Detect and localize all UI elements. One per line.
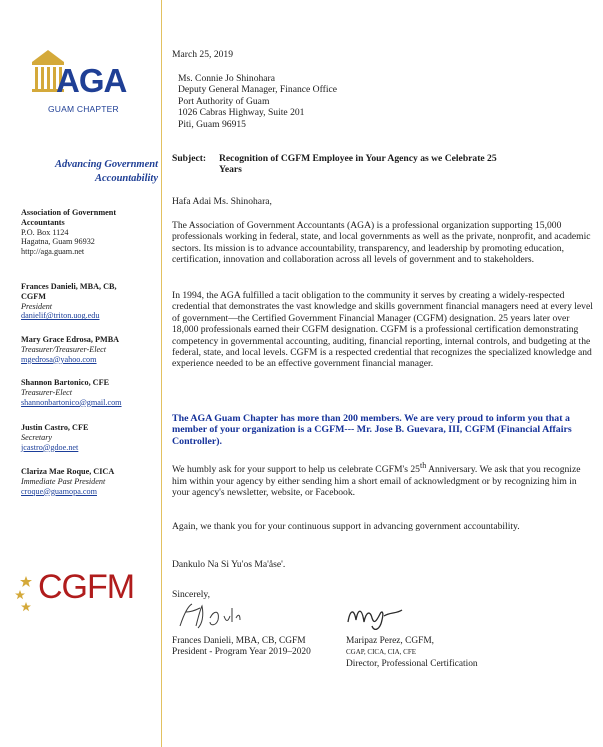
recipient-line: 1026 Cabras Highway, Suite 201: [178, 107, 305, 119]
paragraph-4-pre: We humbly ask for your support to help us celebrate CGFM's 25: [172, 464, 420, 476]
subject-text: Recognition of CGFM Employee in Your Agency as we Celebrate 25 Years: [219, 153, 497, 176]
closing: Sincerely,: [172, 589, 211, 600]
paragraph-1: The Association of Government Accountants (AGA) is a professional organization supporting 15,000 professionals working in federal, state, and local governments as well as the private, nonprofit, and academic sectors. Its mission is to advance accountability, transparency, and leadership by promoting education, certification, innovation and collaboration across all levels of government and to stakeholders.: [172, 220, 591, 266]
sidebar-divider: [161, 0, 162, 747]
signature-danieli-icon: [174, 596, 344, 636]
signer-2-name: Maripaz Perez, CGFM,: [346, 636, 435, 646]
signer-2: [346, 636, 478, 670]
recipient-line: Deputy General Manager, Finance Office: [178, 84, 337, 96]
signer-2-name-line: [346, 636, 478, 659]
recipient-line: Ms. Connie Jo Shinohara: [178, 73, 276, 84]
org-name-line1: Association of Government: [21, 208, 117, 217]
signer-1-name: Frances Danieli, MBA, CB, CGFM: [172, 636, 306, 646]
officer-title: Secretary: [21, 432, 53, 442]
org-website[interactable]: http://aga.guam.net: [21, 247, 85, 257]
officer-treasurer-elect: [21, 378, 159, 407]
recipient-address: [178, 73, 602, 130]
officer-past-president: [21, 467, 159, 496]
officer-treasurer: [21, 335, 159, 364]
officer-title: Treasurer-Elect: [21, 387, 73, 397]
signer-1: [172, 636, 311, 659]
officer-name: Frances Danieli, MBA, CB,: [21, 282, 117, 291]
subject-label: Subject:: [172, 153, 207, 164]
subject-line: [172, 153, 596, 176]
officer-email[interactable]: danielif@triton.uog.edu: [21, 311, 100, 321]
officer-email[interactable]: mgedrosa@yahoo.com: [21, 354, 97, 364]
motto-line2: Accountability: [95, 173, 158, 184]
signer-2-title: Director, Professional Certification: [346, 658, 478, 669]
org-address1: P.O. Box 1124: [21, 227, 69, 237]
paragraph-6: Dankulo Na Si Yu'os Ma'åse'.: [172, 559, 286, 570]
greeting: Hafa Adai Ms. Shinohara,: [172, 196, 272, 207]
paragraph-4: [172, 460, 596, 498]
officer-name: Clariza Mae Roque, CICA: [21, 467, 115, 476]
letterhead-sidebar: [0, 0, 162, 747]
signer-1-title: President - Program Year 2019–2020: [172, 647, 311, 658]
aga-logo-subtitle: GUAM CHAPTER: [48, 104, 119, 114]
recipient-line: Piti, Guam 96915: [178, 118, 246, 130]
aga-logo-text: AGA: [56, 62, 127, 99]
motto-line1: Advancing Government: [55, 159, 158, 170]
org-address2: Hagatna, Guam 96932: [21, 237, 95, 247]
paragraph-4-sup: th: [419, 461, 427, 470]
paragraph-4-post: Anniversary. We ask that you recognize him within your agency by either sending him a short email of acknowledgment or by recognizing him in your agency's newsletter, website, or Facebook.: [172, 464, 581, 498]
paragraph-3-highlight: The AGA Guam Chapter has more than 200 members. We are very proud to inform you that a member of your organization is a CGFM--- Mr. Jose B. Guevara, III, CGFM (Financial Affairs Controller).: [172, 413, 572, 447]
officer-name: Justin Castro, CFE: [21, 423, 89, 432]
recipient-line: Port Authority of Guam: [178, 95, 270, 107]
officer-name: Mary Grace Edrosa, PMBA: [21, 335, 120, 344]
officer-name-cont: CGFM: [21, 291, 47, 301]
letter-date: March 25, 2019: [172, 49, 234, 60]
signature-perez-icon: [344, 596, 424, 636]
org-name-line2: Accountants: [21, 217, 65, 227]
officer-email[interactable]: jcastro@gdoe.net: [21, 442, 79, 452]
officer-title: Treasurer/Treasurer-Elect: [21, 344, 107, 354]
officer-name: Shannon Bartonico, CFE: [21, 378, 110, 387]
cgfm-logo-text: CGFM: [38, 568, 135, 606]
signer-2-creds: CGAP, CICA, CIA, CFE: [346, 648, 417, 657]
chapter-motto: [18, 158, 158, 186]
officer-president: [21, 282, 159, 321]
officer-email[interactable]: shannonbartonico@gmail.com: [21, 397, 122, 407]
officer-secretary: [21, 423, 159, 452]
officer-title: President: [21, 301, 53, 311]
org-address-block: [21, 208, 159, 257]
officer-email[interactable]: croque@guamopa.com: [21, 486, 97, 496]
paragraph-5: Again, we thank you for your continuous support in advancing government accountability.: [172, 521, 520, 532]
officer-title: Immediate Past President: [21, 476, 106, 486]
paragraph-2: In 1994, the AGA fulfilled a tacit obligation to the community it serves by creating a widely-respected credential that demonstrates the vast knowledge and skills government financial managers need at every level of government—the Certified Government Financial Manager (CGFM) designation. 25 years later over 18,000 professionals earned their CGFM designation. CGFM is a professional certification demonstrating competency in governmental accounting, auditing, financial reporting, internal controls, and budgeting at the federal, state, and local levels. CGFM is a respected credential that recognizes the specialized knowledge and experience needed to be an effective government financial manager.: [172, 290, 593, 370]
